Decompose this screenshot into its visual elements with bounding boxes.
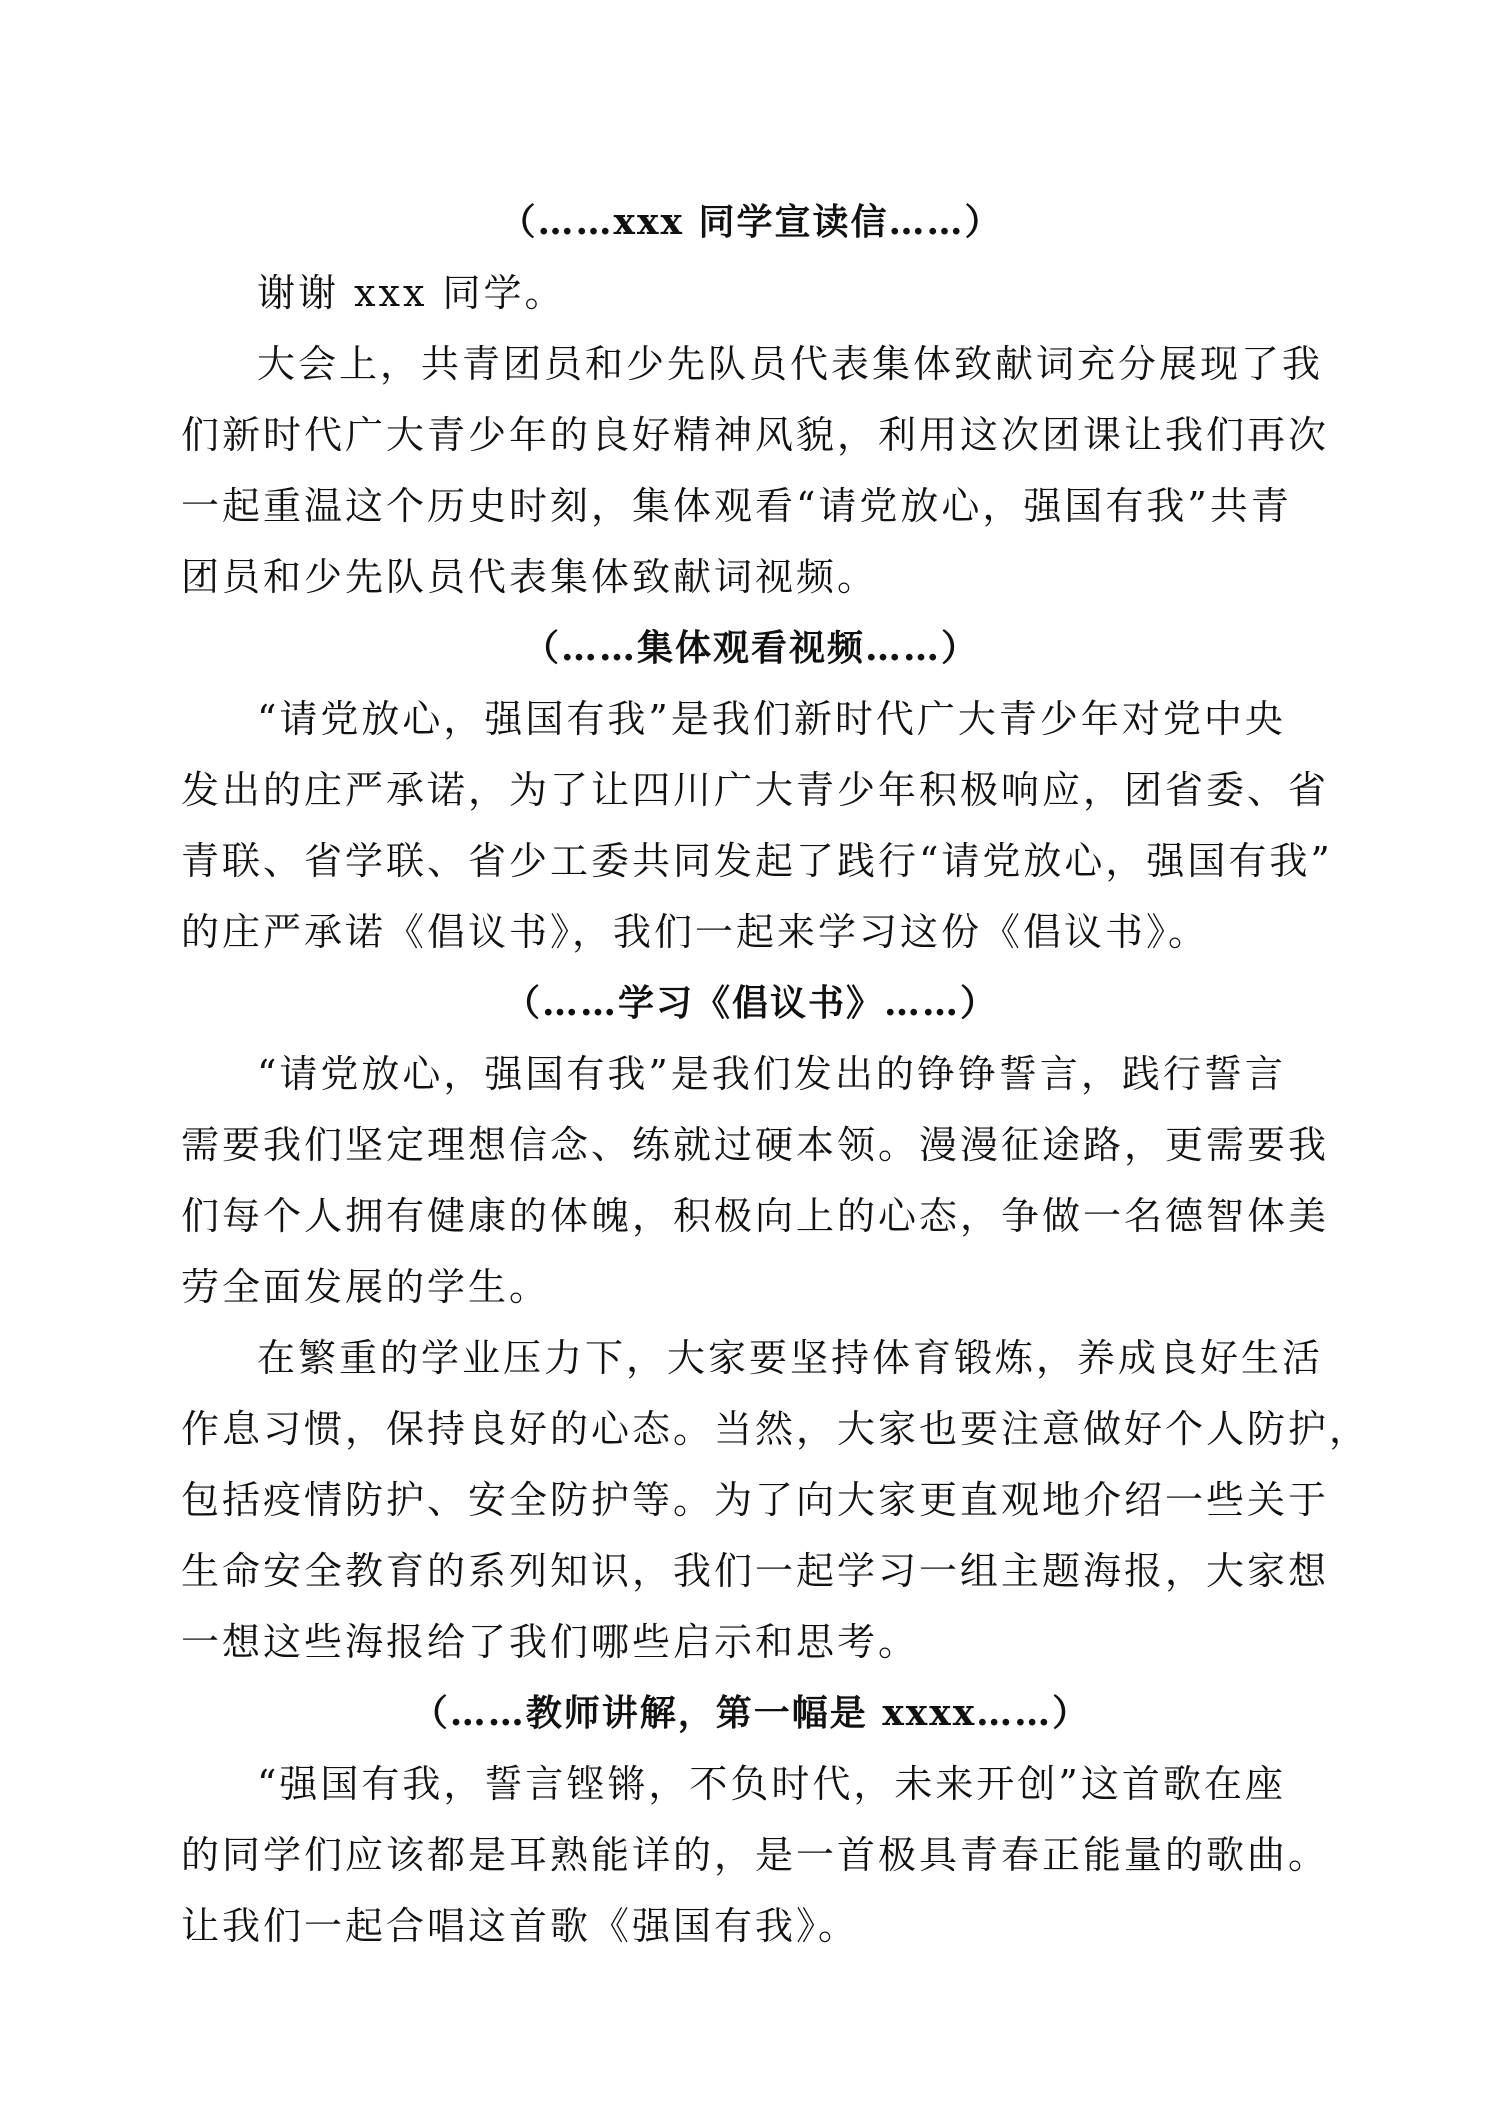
paragraph-line: “强国有我，誓言铿锵，不负时代，未来开创”这首歌在座 (257, 1762, 1286, 1806)
section-heading-study-proposal: （……学习《倡议书》……） (503, 982, 998, 1024)
paragraph-line: 作息习惯，保持良好的心态。当然，大家也要注意做好个人防护， (181, 1407, 1371, 1451)
paragraph-line: 大会上，共青团员和少先队员代表集体致献词充分展现了我 (257, 342, 1324, 386)
paragraph-line: 的同学们应该都是耳熟能详的，是一首极具青春正能量的歌曲。 (181, 1833, 1330, 1877)
paragraph-line: 谢谢 xxx 同学。 (257, 271, 566, 315)
paragraph-line: 一想这些海报给了我们哪些启示和思考。 (181, 1620, 920, 1664)
section-heading-letter-reading: （……xxx 同学宣读信……） (499, 201, 1003, 243)
section-heading-watch-video: （……集体观看视频……） (522, 627, 979, 669)
paragraph-thanks (181, 258, 1321, 329)
paragraph-line: 一起重温这个历史时刻，集体观看“请党放心，强国有我”共青 (181, 484, 1292, 528)
paragraph-line: 的庄严承诺《倡议书》，我们一起来学习这份《倡议书》。 (181, 910, 1210, 954)
paragraph-line: 生命安全教育的系列知识，我们一起学习一组主题海报，大家想 (181, 1549, 1330, 1593)
paragraph-line: 们每个人拥有健康的体魄，积极向上的心态，争做一名德智体美 (181, 1194, 1330, 1238)
paragraph-line: 需要我们坚定理想信念、练就过硬本领。漫漫征途路，更需要我 (181, 1123, 1330, 1167)
paragraph-line: 在繁重的学业压力下，大家要坚持体育锻炼，养成良好生活 (257, 1336, 1324, 1380)
document-body (181, 187, 1371, 1962)
paragraph-line: 团员和少先队员代表集体致献词视频。 (181, 555, 879, 599)
paragraph-line: 们新时代广大青少年的良好精神风貌，利用这次团课让我们再次 (181, 413, 1330, 457)
paragraph-line: “请党放心，强国有我”是我们新时代广大青少年对党中央 (257, 697, 1286, 741)
paragraph-line: 让我们一起合唱这首歌《强国有我》。 (181, 1904, 860, 1948)
paragraph-congress-intro (181, 329, 1330, 613)
paragraph-safety-education (181, 1323, 1371, 1678)
paragraph-line: 青联、省学联、省少工委共同发起了践行“请党放心，强国有我” (181, 839, 1333, 883)
paragraph-line: 劳全面发展的学生。 (181, 1265, 551, 1309)
section-heading-teacher-explanation: （……教师讲解，第一幅是 xxxx……） (411, 1692, 1091, 1734)
paragraph-line: 包括疫情防护、安全防护等。为了向大家更直观地介绍一些关于 (181, 1478, 1330, 1522)
paragraph-line: 发出的庄严承诺，为了让四川广大青少年积极响应，团省委、省 (181, 768, 1330, 812)
paragraph-line: “请党放心，强国有我”是我们发出的铮铮誓言，践行誓言 (257, 1052, 1286, 1096)
paragraph-song (181, 1749, 1330, 1962)
paragraph-solemn-promise (181, 684, 1333, 968)
paragraph-oath (181, 1039, 1330, 1323)
